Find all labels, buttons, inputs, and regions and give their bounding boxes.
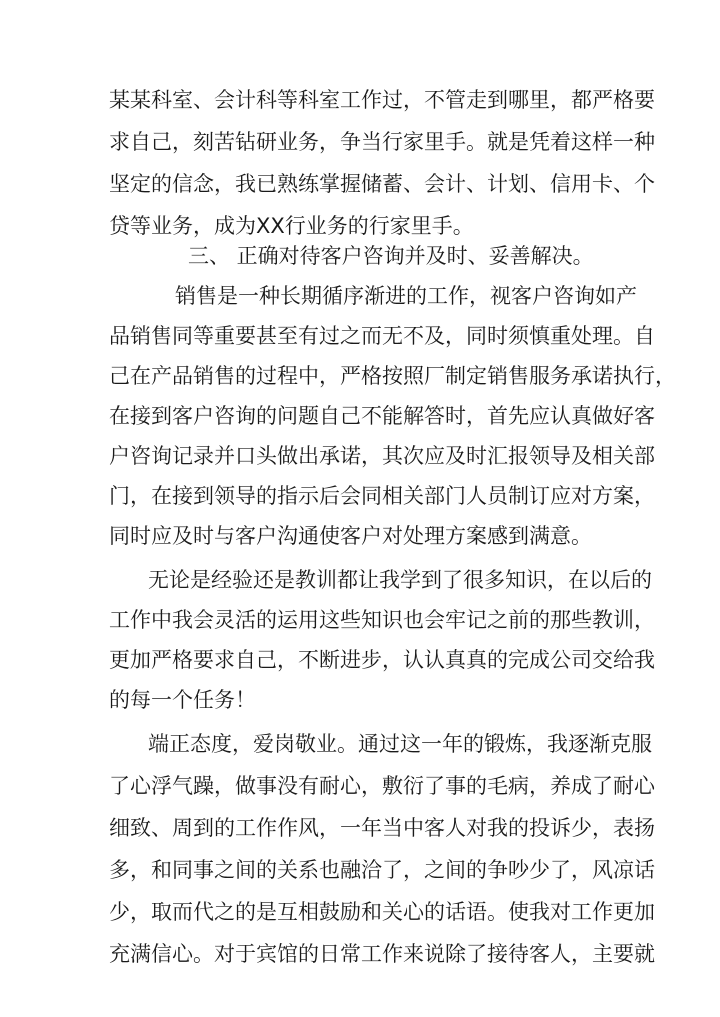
- text-line: [0, 436, 720, 476]
- line-text: 门，在接到领导的指示后会同相关部门人员制订应对方案，: [109, 484, 655, 508]
- text-line: [0, 724, 720, 764]
- line-text: 某某科室、会计科等科室工作过，不管走到哪里，都严格要: [109, 88, 655, 112]
- line-text: 更加严格要求自己，不断进步，认认真真的完成公司交给我: [109, 648, 655, 672]
- text-line: [0, 516, 720, 556]
- text-line: [0, 640, 720, 680]
- line-text: 的每一个任务！: [109, 688, 256, 712]
- text-line: [0, 600, 720, 640]
- line-text: 细致、周到的工作作风，一年当中客人对我的投诉少，表扬: [109, 816, 655, 840]
- text-line: [0, 356, 720, 396]
- section-heading-text: 三、 正确对待客户咨询并及时、妥善解决。: [188, 244, 594, 268]
- line-text: 己在产品销售的过程中，严格按照厂制定销售服务承诺执行，: [109, 364, 676, 388]
- text-line: [0, 122, 720, 162]
- text-line: [0, 164, 720, 204]
- text-line: [0, 560, 720, 600]
- text-line: [0, 476, 720, 516]
- text-line: [0, 316, 720, 356]
- line-text: 同时应及时与客户沟通使客户对处理方案感到满意。: [109, 524, 592, 548]
- line-text: 品销售同等重要甚至有过之而无不及，同时须慎重处理。自: [109, 324, 655, 348]
- text-line: [0, 396, 720, 436]
- line-text: 充满信心。对于宾馆的日常工作来说除了接待客人，主要就: [109, 942, 655, 966]
- line-text: 少，取而代之的是互相鼓励和关心的话语。使我对工作更加: [109, 900, 655, 924]
- line-text: 在接到客户咨询的问题自己不能解答时，首先应认真做好客: [109, 404, 655, 428]
- text-line: [0, 680, 720, 720]
- line-text: 了心浮气躁，做事没有耐心，敷衍了事的毛病，养成了耐心: [109, 774, 655, 798]
- line-text: 无论是经验还是教训都让我学到了很多知识，在以后的: [148, 568, 652, 592]
- text-line: [0, 934, 720, 974]
- line-text: 工作中我会灵活的运用这些知识也会牢记之前的那些教训，: [109, 608, 655, 632]
- text-line: [0, 766, 720, 806]
- text-line: [0, 80, 720, 120]
- text-line: [0, 276, 720, 316]
- text-line: [0, 850, 720, 890]
- line-text: 贷等业务，成为XX行业务的行家里手。: [109, 214, 474, 238]
- line-text: 销售是一种长期循序渐进的工作，视客户咨询如产: [175, 284, 637, 308]
- text-line: [0, 892, 720, 932]
- line-text: 户咨询记录并口头做出承诺，其次应及时汇报领导及相关部: [109, 444, 655, 468]
- section-heading: [0, 236, 720, 276]
- line-text: 求自己，刻苦钻研业务，争当行家里手。就是凭着这样一种: [109, 130, 655, 154]
- line-text: 坚定的信念，我已熟练掌握储蓄、会计、计划、信用卡、个: [109, 172, 655, 196]
- line-text: 多，和同事之间的关系也融洽了，之间的争吵少了，风凉话: [109, 858, 655, 882]
- line-text: 端正态度，爱岗敬业。通过这一年的锻炼，我逐渐克服: [148, 732, 652, 756]
- text-line: [0, 808, 720, 848]
